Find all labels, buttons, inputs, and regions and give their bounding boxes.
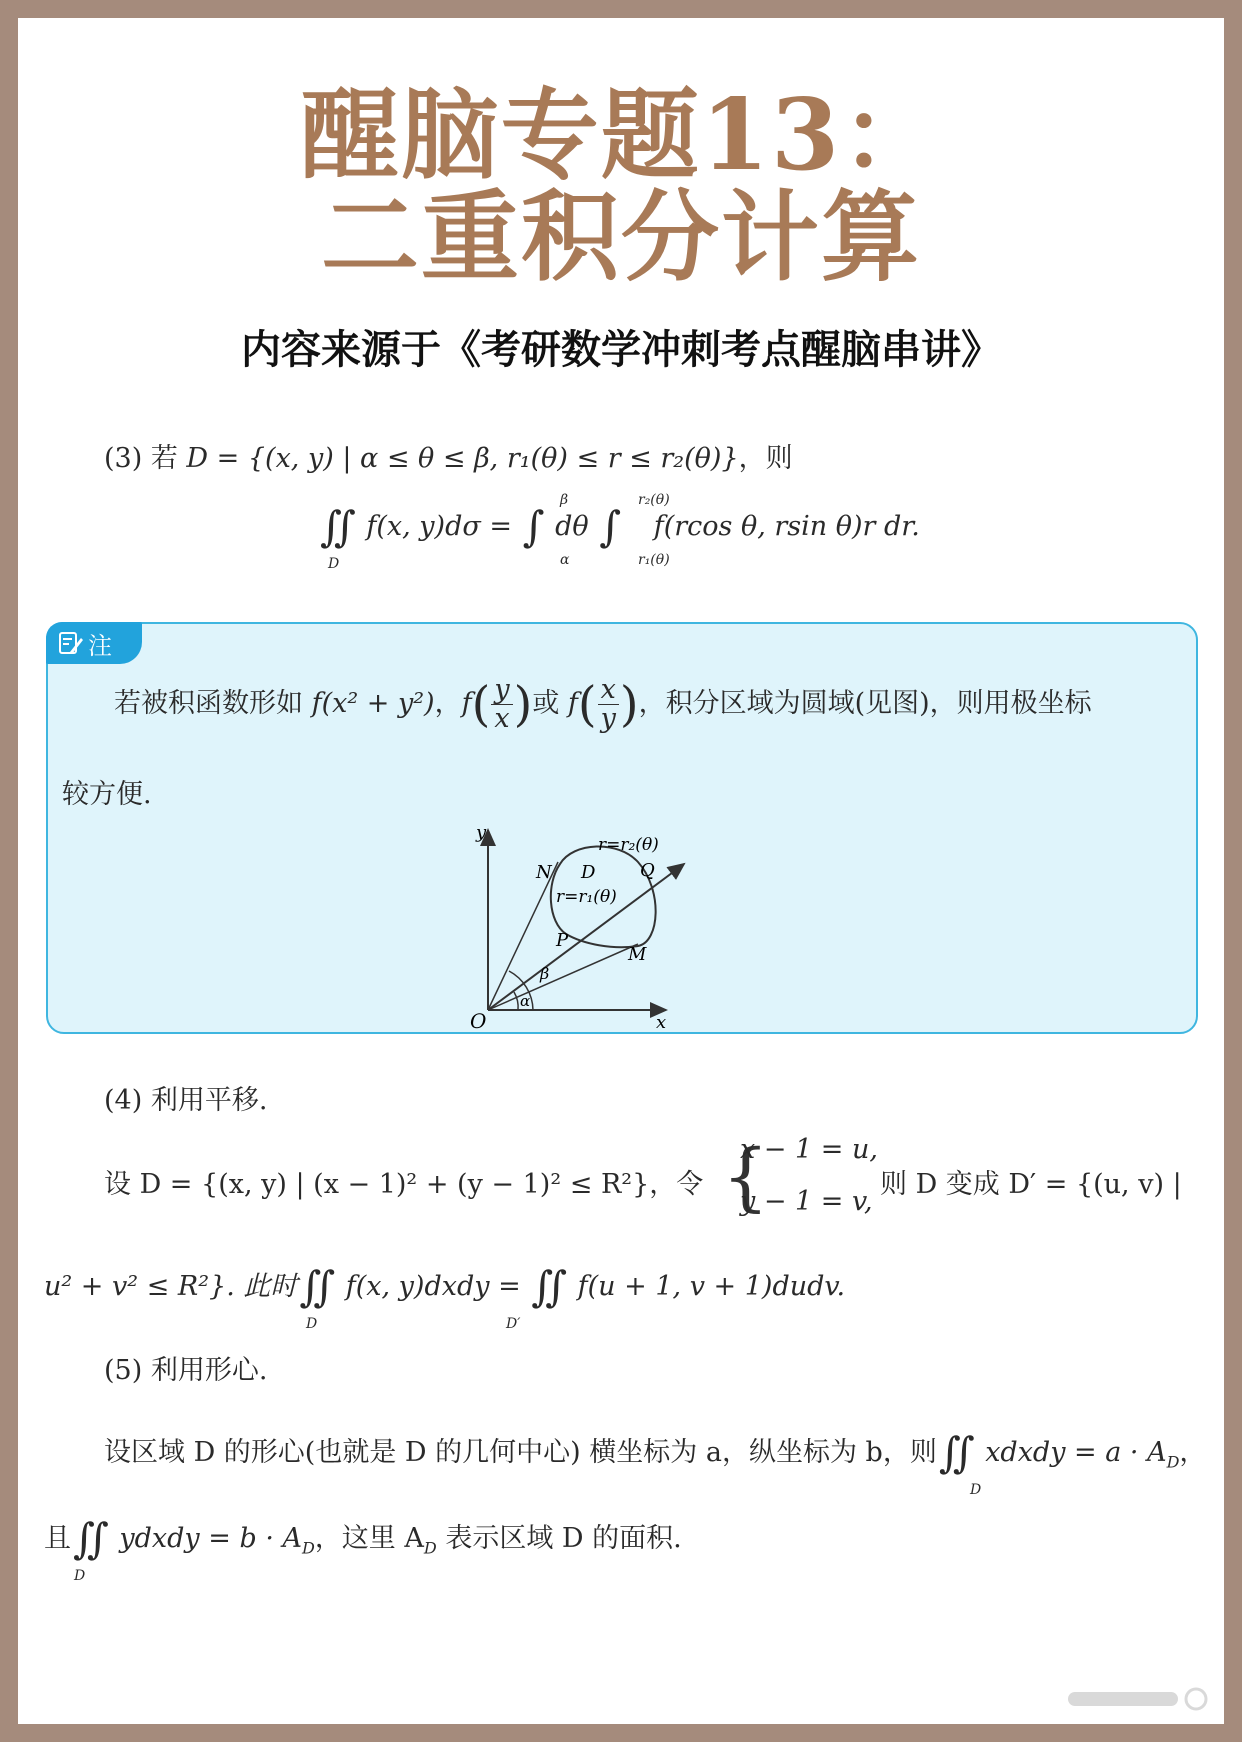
limit-r1: r₁(θ) [638, 552, 670, 568]
note-f1: f(x² + y²) [311, 688, 435, 719]
angle-alpha-arc [514, 992, 518, 1010]
label-r1: r=r₁(θ) [556, 887, 617, 907]
note-tag [46, 622, 142, 664]
fraction-x-over-y [598, 676, 619, 733]
frac2-num: x [598, 676, 619, 705]
frac2-den: y [600, 703, 616, 734]
note-f3: f [567, 688, 578, 719]
section5-line2 [44, 1508, 682, 1584]
double-integral-symbol-2: ∬ [299, 1262, 336, 1311]
area-sub-d-1: D [1166, 1452, 1180, 1472]
section3-label: (3) 若 [104, 443, 178, 474]
integral-sub-d-2: D [306, 1316, 318, 1332]
section5-line1-comma: ， [1179, 1437, 1207, 1468]
ray-beta [488, 862, 558, 1010]
section3-condition: D = {(x, y) | α ≤ θ ≤ β, r₁(θ) ≤ r ≤ r₂(θ)} [186, 443, 739, 474]
section4-line2b: f(x, y)dxdy = [345, 1271, 521, 1302]
section5-line2a: 且 [44, 1523, 71, 1554]
label-beta: β [540, 964, 550, 983]
section5-line1 [104, 1422, 1207, 1498]
integral-sub-d-5: D [74, 1568, 86, 1584]
watermark-logo [1064, 1684, 1214, 1714]
frac1-num: y [491, 676, 512, 705]
section5-line2b: ydxdy = b · A [119, 1523, 302, 1554]
cases-brace: { [722, 1134, 770, 1220]
limit-beta: β [560, 492, 569, 508]
section5-line2c: ，这里 A [314, 1523, 424, 1554]
section4-line2c: f(u + 1, v + 1)dudv. [577, 1271, 846, 1302]
label-x: x [656, 1012, 667, 1032]
integral-sub-d-prime: D′ [506, 1316, 521, 1332]
double-integral-symbol-5: ∬ [73, 1514, 109, 1563]
label-m: M [628, 944, 647, 965]
limit-alpha: α [560, 552, 570, 568]
double-integral-symbol-3: ∬ [531, 1262, 568, 1311]
double-integral-symbol: ∬ [320, 502, 356, 551]
note-line1: 若被积函数形如 f(x² + y²)，f( $\frac{y}{x}$ )或 f( $\frac{x}{y}$ )，积分区域为圆域(见图)，则用极坐标 [114, 674, 1092, 734]
note-tag-label: 注 [88, 631, 112, 660]
area-sub-d-2: D [301, 1538, 315, 1558]
label-n: N [536, 862, 552, 883]
page-title-line1: 醒脑专题13： [300, 78, 942, 193]
label-q: Q [640, 860, 655, 881]
frac1-den: x [494, 703, 510, 734]
label-o: O [470, 1009, 487, 1032]
section5-label: (5) 利用形心. [104, 1355, 268, 1386]
note-f2: f [461, 688, 472, 719]
area-sub-d-3: D [423, 1538, 437, 1558]
section5-line1-end: xdxdy = a · A [985, 1437, 1167, 1468]
section4-case2: y − 1 = v, [740, 1186, 873, 1217]
section4-line2a: u² + v² ≤ R²}. 此时 [44, 1271, 298, 1302]
section3-formula [318, 492, 920, 572]
subtitle: 内容来源于《考研数学冲刺考点醒脑串讲》 [241, 327, 1001, 373]
section5-line1-text: 设区域 D 的形心(也就是 D 的几何中心) 横坐标为 a，纵坐标为 b，则 [104, 1437, 937, 1468]
integral-theta-symbol: ∫ [522, 502, 545, 551]
fraction-y-over-x [491, 676, 512, 733]
section4-case1: x − 1 = u, [740, 1134, 878, 1165]
label-d: D [581, 862, 596, 883]
section4-line2 [44, 1256, 846, 1332]
formula-left: f(x, y)dσ = [366, 511, 512, 542]
ray-theta [488, 864, 684, 1010]
note-line2: 较方便. [62, 779, 152, 810]
pencil-note-icon [58, 630, 84, 656]
section3-then: ，则 [738, 443, 793, 474]
label-alpha: α [520, 992, 531, 1010]
section5-line2d: 表示区域 D 的面积. [436, 1523, 682, 1554]
integral-r-symbol: ∫ [599, 502, 622, 551]
section4-line1a: 设 D = {(x, y) | (x − 1)² + (y − 1)² ≤ R²}，令 [104, 1169, 704, 1200]
integral-sub-d-4: D [970, 1482, 982, 1498]
note-text-start: 若被积函数形如 [114, 688, 303, 719]
note-or: 或 [532, 688, 560, 719]
section4-line1b: 则 D 变成 D′ = {(u, v) | [880, 1169, 1182, 1200]
label-p: P [556, 930, 569, 951]
section3-condition-line [104, 436, 793, 475]
note-box [46, 622, 1198, 1034]
page [18, 18, 1224, 1724]
integral-sub-d: D [328, 556, 340, 572]
formula-right: f(rcos θ, rsin θ)r dr. [653, 511, 920, 542]
page-title-line2: 二重积分计算 [320, 180, 921, 295]
label-y: y [476, 822, 487, 843]
double-integral-symbol-4: ∬ [938, 1428, 975, 1477]
section4-label: (4) 利用平移. [104, 1085, 268, 1116]
label-r2: r=r₂(θ) [598, 835, 659, 855]
note-text-end: ，积分区域为圆域(见图)，则用极坐标 [638, 688, 1092, 719]
dtheta: dθ [555, 511, 589, 542]
limit-r2: r₂(θ) [638, 492, 670, 508]
polar-region-diagram [448, 822, 748, 1032]
